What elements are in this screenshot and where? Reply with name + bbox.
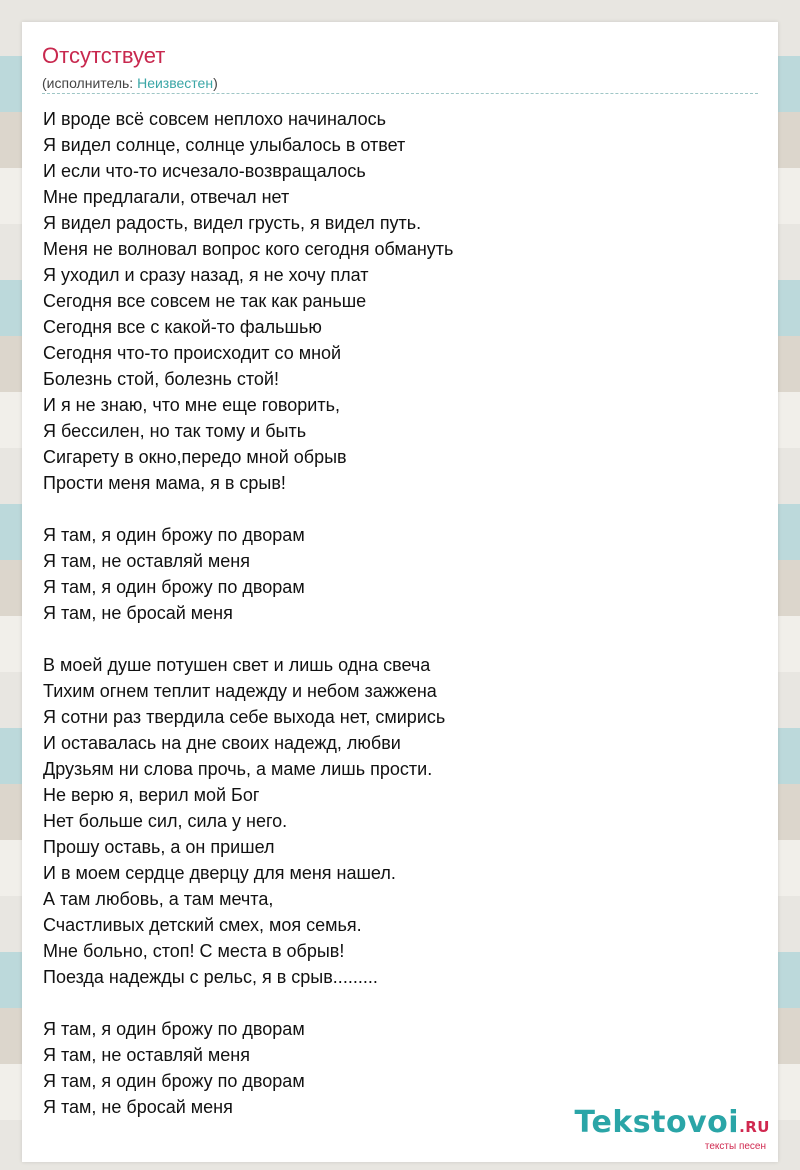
lyric-line: А там любовь, а там мечта, bbox=[43, 889, 274, 909]
lyric-line: Сегодня все совсем не так как раньше bbox=[43, 291, 367, 311]
lyrics-sheet bbox=[22, 22, 778, 1162]
logo-tagline: тексты песен bbox=[704, 1141, 766, 1152]
site-logo bbox=[574, 1105, 770, 1152]
lyric-line: Я сотни раз твердила себе выхода нет, смирись bbox=[43, 707, 446, 727]
stanza-gap bbox=[43, 496, 763, 522]
lyric-line: Я там, я один брожу по дворам bbox=[43, 1019, 305, 1039]
lyric-line: Меня не волновал вопрос кого сегодня обмануть bbox=[43, 239, 454, 259]
song-title: Отсутствует bbox=[42, 43, 166, 68]
lyric-line: Я бессилен, но так тому и быть bbox=[43, 421, 307, 441]
lyric-line: И в моем сердце дверцу для меня нашел. bbox=[43, 863, 396, 883]
lyric-line: Мне предлагали, отвечал нет bbox=[43, 187, 290, 207]
logo-name: Tekstovoi bbox=[574, 1105, 740, 1140]
artist-link[interactable]: Неизвестен bbox=[137, 75, 214, 91]
lyric-line: Сегодня что-то происходит со мной bbox=[43, 343, 342, 363]
lyric-line: Я видел радость, видел грусть, я видел путь. bbox=[43, 213, 422, 233]
lyric-line: В моей душе потушен свет и лишь одна свеча bbox=[43, 655, 431, 675]
lyric-line: И оставалась на дне своих надежд, любви bbox=[43, 733, 401, 753]
lyric-line: Я там, не бросай меня bbox=[43, 603, 233, 623]
lyric-line: Прошу оставь, а он пришел bbox=[43, 837, 275, 857]
lyric-line: Я видел солнце, солнце улыбалось в ответ bbox=[43, 135, 406, 155]
artist-line bbox=[42, 74, 218, 92]
lyric-line: И если что-то исчезало-возвращалось bbox=[43, 161, 366, 181]
lyric-line: Я уходил и сразу назад, я не хочу плат bbox=[43, 265, 369, 285]
lyric-line: Прости меня мама, я в срыв! bbox=[43, 473, 286, 493]
lyric-line: Я там, не бросай меня bbox=[43, 1097, 233, 1117]
lyric-line: Я там, я один брожу по дворам bbox=[43, 577, 305, 597]
lyric-line: Я там, не оставляй меня bbox=[43, 551, 250, 571]
title-divider bbox=[42, 93, 758, 94]
lyric-line: Нет больше сил, сила у него. bbox=[43, 811, 288, 831]
lyric-line: И вроде всё совсем неплохо начиналось bbox=[43, 109, 387, 129]
lyric-line: Я там, я один брожу по дворам bbox=[43, 525, 305, 545]
stanza-gap bbox=[43, 626, 763, 652]
lyric-line: Сегодня все с какой-то фальшью bbox=[43, 317, 322, 337]
lyric-line: Счастливых детский смех, моя семья. bbox=[43, 915, 362, 935]
lyric-line: Болезнь стой, болезнь стой! bbox=[43, 369, 279, 389]
lyric-line: И я не знаю, что мне еще говорить, bbox=[43, 395, 340, 415]
lyrics-body bbox=[43, 106, 763, 1120]
lyric-line: Поезда надежды с рельс, я в срыв......... bbox=[43, 967, 378, 987]
artist-prefix: (исполнитель: bbox=[42, 75, 138, 91]
lyric-line: Я там, не оставляй меня bbox=[43, 1045, 250, 1065]
lyric-line: Друзьям ни слова прочь, а маме лишь прости. bbox=[43, 759, 433, 779]
lyric-line: Тихим огнем теплит надежду и небом зажжена bbox=[43, 681, 437, 701]
lyric-line: Не верю я, верил мой Бог bbox=[43, 785, 260, 805]
lyric-line: Сигарету в окно,передо мной обрыв bbox=[43, 447, 347, 467]
logo-tld: .RU bbox=[739, 1118, 770, 1136]
logo-wordmark bbox=[574, 1105, 770, 1142]
stanza-gap bbox=[43, 990, 763, 1016]
lyric-line: Я там, я один брожу по дворам bbox=[43, 1071, 305, 1091]
lyric-line: Мне больно, стоп! С места в обрыв! bbox=[43, 941, 345, 961]
artist-suffix: ) bbox=[213, 75, 218, 91]
